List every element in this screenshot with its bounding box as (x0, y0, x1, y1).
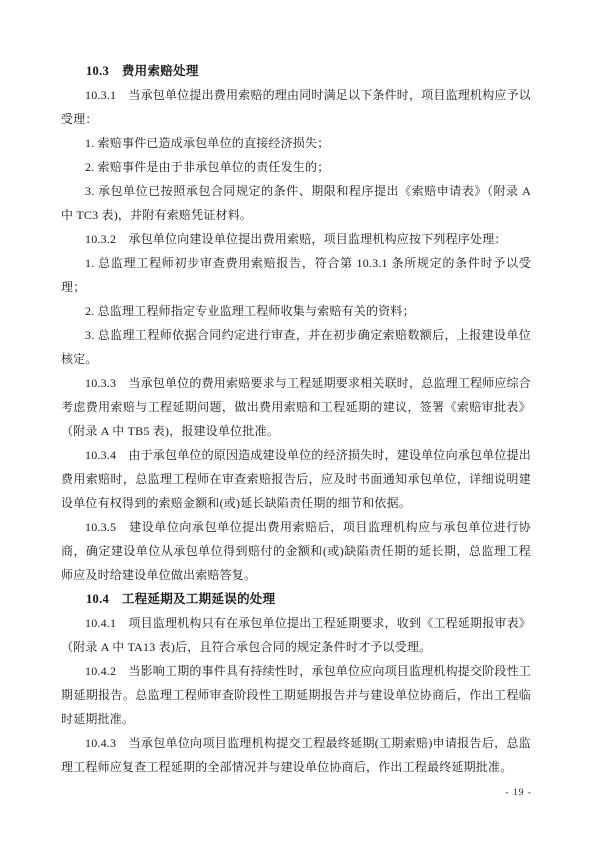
list-item-10-3-1-3: 3. 承包单位已按照承包合同规定的条件、期限和程序提出《索赔申请表》（附录 A 中 TC3 表)，并附有索赔凭证材料。 (61, 184, 531, 222)
list-item-10-3-2-1: 1. 总监理工程师初步审查费用索赔报告，符合第 10.3.1 条所规定的条件时予以受理； (61, 256, 531, 294)
list-item-10-3-2-2: 2. 总监理工程师指定专业监理工程师收集与索赔有关的资料； (85, 304, 415, 318)
para-10-4-2: 10.4.2 当影响工期的事件具有持续性时，承包单位应向项目监理机构提交阶段性工期延期报告。总监理工程师审查阶段性工期延期报告并与建设单位协商后，作出工程临时延期批准。 (61, 664, 532, 726)
para-10-3-1: 10.3.1 当承包单位提出费用索赔的理由同时满足以下条件时，项目监理机构应予以受理： (61, 88, 532, 126)
para-10-3-2: 10.3.2 承包单位向建设单位提出费用索赔，项目监理机构应按下列程序处理： (85, 232, 507, 246)
page-number: - 19 - (505, 788, 532, 798)
para-10-4-3: 10.4.3 当承包单位向项目监理机构提交工程最终延期(工期索赔)申请报告后，总监理工程师应复查工程延期的全部情况并与建设单位协商后，作出工程最终延期批准。 (61, 736, 531, 774)
para-10-3-5: 10.3.5 建设单位向承包单位提出费用索赔后，项目监理机构应与承包单位进行协商，确定建设单位从承包单位得到赔付的金额和(或)缺陷责任期的延长期，总监理工程师应及时给建设单位做出索赔答复。 (61, 520, 531, 582)
para-10-3-3: 10.3.3 当承包单位的费用索赔要求与工程延期要求相关联时，总监理工程师应综合考虑费用索赔与工程延期问题，做出费用索赔和工程延期的建议，签署《索赔审批表》（附录 A 中 TB5 表)，报建设单位批准。 (61, 376, 532, 438)
section-heading-schedule-delay: 10.4 工程延期及工期延误的处理 (86, 592, 276, 606)
para-10-4-1: 10.4.1 项目监理机构只有在承包单位提出工程延期要求，收到《工程延期报审表》（附录 A 中 TA13 表)后，且符合承包合同的规定条件时才予以受理。 (61, 616, 532, 654)
document-body (61, 59, 531, 779)
list-item-10-3-2-3: 3. 总监理工程师依据合同约定进行审查，并在初步确定索赔数额后，上报建设单位核定。 (61, 328, 531, 366)
section-heading-cost-claims: 10.3 费用索赔处理 (86, 64, 199, 78)
para-10-3-4: 10.3.4 由于承包单位的原因造成建设单位的经济损失时，建设单位向承包单位提出费用索赔时，总监理工程师在审查索赔报告后，应及时书面通知承包单位，详细说明建设单位有权得到的索赔金额和(或)延长缺陷责任期的细节和依据。 (61, 448, 532, 510)
list-item-10-3-1-2: 2. 索赔事件是由于非承包单位的责任发生的； (85, 160, 330, 174)
list-item-10-3-1-1: 1. 索赔事件已造成承包单位的直接经济损失； (85, 136, 330, 150)
